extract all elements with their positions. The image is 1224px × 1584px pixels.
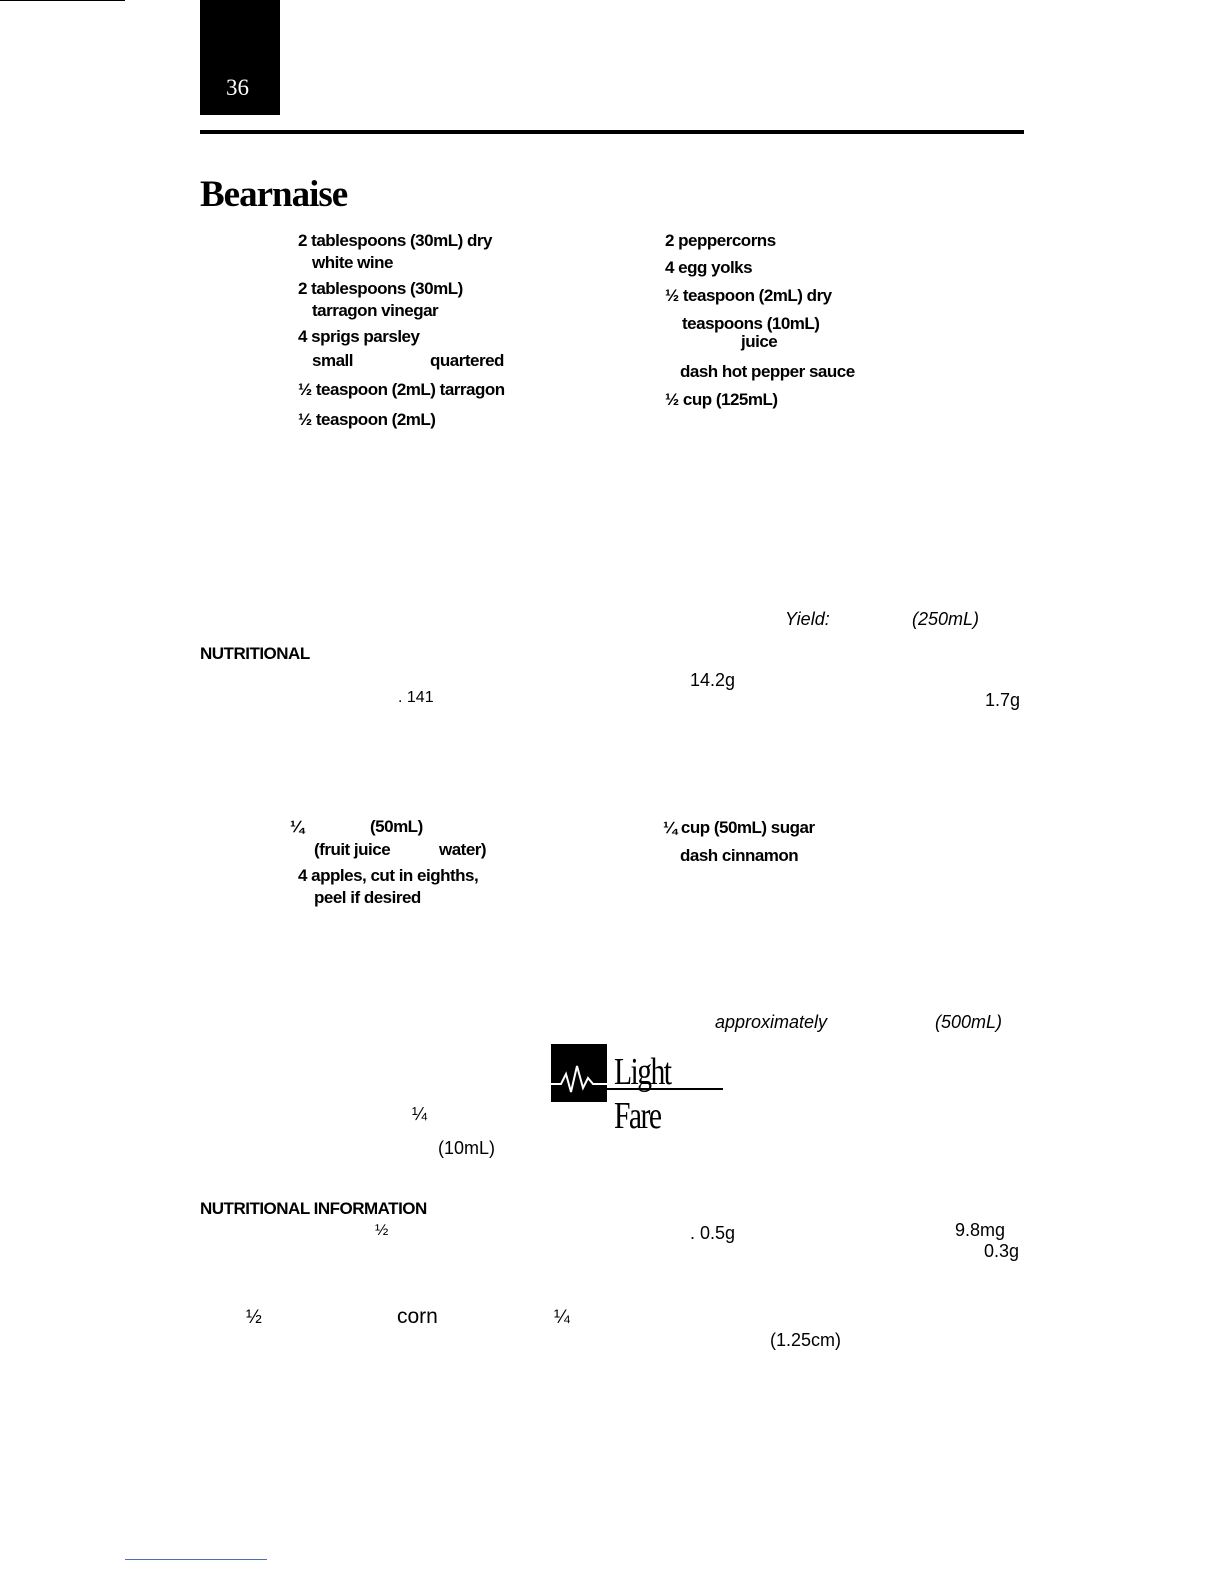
ingredient-line: white wine (312, 253, 393, 272)
ingredient-line: peel if desired (314, 888, 421, 907)
nutrition-value: 0.3g (984, 1241, 1020, 1261)
ingredient-line: 4 sprigs parsley (298, 327, 420, 346)
ingredient-line: dash hot pepper sauce (680, 362, 855, 381)
light-fare-logo (551, 1044, 723, 1137)
ingredient-line: 4 apples, cut in eighths, (298, 866, 479, 885)
nutrition-value: . 141 (398, 689, 434, 706)
recipe-title: Bearnaise (200, 174, 348, 215)
measure-text: (1.25cm) (770, 1330, 842, 1350)
ingredient-line: ¼ cup (50mL) sugar (663, 818, 815, 837)
fraction-text: ½ (375, 1222, 389, 1239)
nutrition-value: 9.8mg (955, 1220, 1006, 1240)
ingredient-line: ½ teaspoon (2mL) tarragon (298, 380, 505, 399)
nutrition-value: 1.7g (985, 690, 1021, 710)
measure-text: (10mL) (438, 1138, 496, 1158)
ingredient-line: 2 peppercorns (665, 231, 776, 250)
ingredient-line: dash cinnamon (680, 846, 799, 865)
yield-amount: (250mL) (912, 609, 980, 629)
ingredient-line: water) (439, 840, 487, 859)
top-edge-line (0, 0, 125, 1)
page-number: 36 (226, 75, 249, 100)
ingredient-line: ½ cup (125mL) (665, 390, 778, 409)
ingredient-line: small (312, 351, 353, 370)
logo-text: Light Fare (614, 1051, 671, 1137)
ingredient-line: 2 tablespoons (30mL) (298, 279, 463, 298)
ingredient-line: tarragon vinegar (312, 301, 439, 320)
yield-label: Yield: (785, 609, 830, 629)
nutrition-value: 14.2g (690, 670, 736, 690)
ingredient-line: teaspoons (10mL) (682, 314, 820, 333)
fraction-text: ¼ (554, 1307, 570, 1328)
ingredient-word: corn (397, 1305, 438, 1328)
ingredient-line: ½ teaspoon (2mL) (298, 410, 436, 429)
ingredient-line: (50mL) (370, 817, 423, 836)
nutrition-heading: NUTRITIONAL (200, 644, 310, 663)
nutrition-heading: NUTRITIONAL INFORMATION (200, 1199, 427, 1218)
yield-word: approximately (715, 1012, 828, 1032)
ingredient-line: ½ teaspoon (2mL) dry (665, 286, 832, 305)
ingredient-line: quartered (430, 351, 504, 370)
ingredient-line: 2 tablespoons (30mL) dry (298, 231, 492, 250)
fraction-text: ½ (246, 1307, 262, 1328)
ingredient-line: 4 egg yolks (665, 258, 753, 277)
nutrition-value: . 0.5g (690, 1223, 736, 1243)
ingredient-line: juice (741, 332, 778, 351)
heartbeat-icon (551, 1044, 607, 1102)
header-rule (200, 130, 1024, 134)
fraction-text: ¼ (412, 1104, 428, 1124)
ingredient-line: ¼ (290, 817, 304, 836)
ingredient-line: (fruit juice (314, 840, 391, 859)
yield-amount: (500mL) (935, 1012, 1003, 1032)
bottom-edge-line (125, 1559, 267, 1560)
